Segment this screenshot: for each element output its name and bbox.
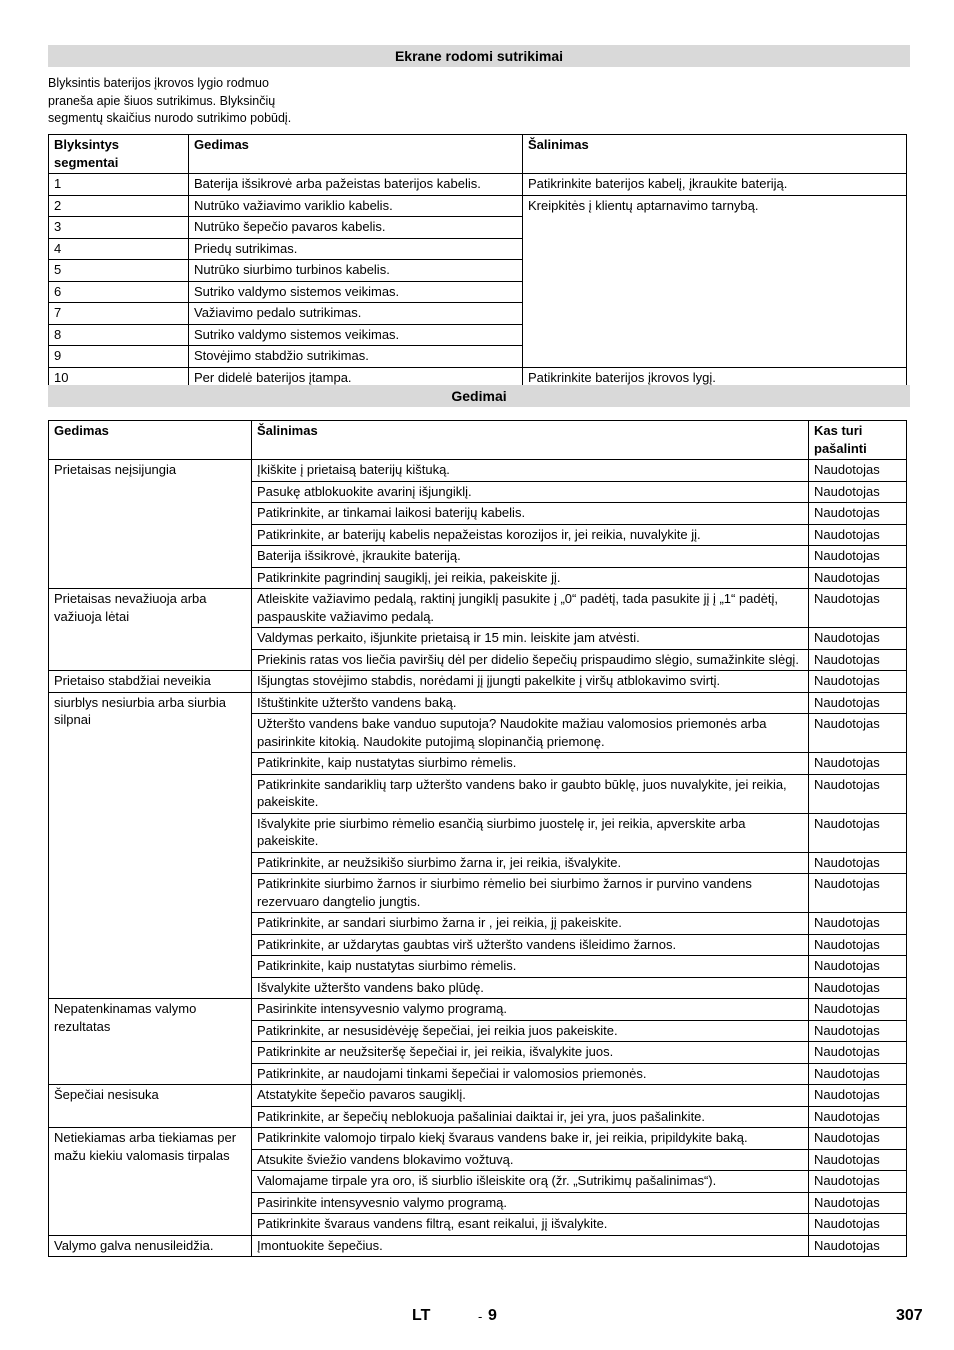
responsible-cell: Naudotojas (809, 1235, 907, 1257)
responsible-cell: Naudotojas (809, 1063, 907, 1085)
footer-dash: - (478, 1309, 483, 1324)
responsible-cell: Naudotojas (809, 977, 907, 999)
table-row (49, 1128, 907, 1150)
fault-cell: Prietaisas nevažiuoja arba važiuoja lėtai (49, 589, 252, 671)
remedy-cell: Patikrinkite baterijos įkrovos lygį. (523, 367, 907, 389)
table-row (49, 999, 907, 1021)
remedy-cell: Įmontuokite šepečius. (252, 1235, 809, 1257)
remedy-cell: Pasirinkite intensyvesnio valymo programą. (252, 999, 809, 1021)
responsible-cell: Naudotojas (809, 874, 907, 913)
remedy-cell: Atstatykite šepečio pavaros saugiklį. (252, 1085, 809, 1107)
footer-section-page: 9 (488, 1307, 497, 1324)
remedy-cell: Įkiškite į prietaisą baterijų kištuką. (252, 460, 809, 482)
fault-cell: Valymo galva nenusileidžia. (49, 1235, 252, 1257)
segment-count: 4 (49, 238, 189, 260)
remedy-cell: Patikrinkite pagrindinį saugiklį, jei reikia, pakeiskite jį. (252, 567, 809, 589)
responsible-cell: Naudotojas (809, 1171, 907, 1193)
remedy-cell: Patikrinkite, ar šepečių neblokuoja pašaliniai daiktai ir, jei yra, juos pašalinkite. (252, 1106, 809, 1128)
fault-cell: Sutriko valdymo sistemos veikimas. (189, 324, 523, 346)
remedy-cell: Išvalykite prie siurbimo rėmelio esančią siurbimo juostelę ir, jei reikia, apverskite arba pakeiskite. (252, 813, 809, 852)
remedy-cell: Pasukę atblokuokite avarinį išjungiklį. (252, 481, 809, 503)
remedy-cell: Patikrinkite valomojo tirpalo kiekį švaraus vandens bake ir, jei reikia, pripildykite baką. (252, 1128, 809, 1150)
responsible-cell: Naudotojas (809, 503, 907, 525)
segment-count: 9 (49, 346, 189, 368)
responsible-cell: Naudotojas (809, 1020, 907, 1042)
fault-cell: Nutrūko važiavimo variklio kabelis. (189, 195, 523, 217)
remedy-cell: Patikrinkite švaraus vandens filtrą, esant reikalui, jį išvalykite. (252, 1214, 809, 1236)
remedy-cell: Valomajame tirpale yra oro, iš siurblio išleiskite orą (žr. „Sutrikimų pašalinimas“). (252, 1171, 809, 1193)
remedy-cell: Atsukite šviežio vandens blokavimo vožtuvą. (252, 1149, 809, 1171)
fault-cell: Nutrūko siurbimo turbinos kabelis. (189, 260, 523, 282)
responsible-cell: Naudotojas (809, 714, 907, 753)
footer-language: LT (412, 1307, 431, 1324)
remedy-cell: Patikrinkite, kaip nustatytas siurbimo rėmelis. (252, 956, 809, 978)
responsible-cell: Naudotojas (809, 692, 907, 714)
fault-cell: Baterija išsikrovė arba pažeistas baterijos kabelis. (189, 174, 523, 196)
responsible-cell: Naudotojas (809, 956, 907, 978)
responsible-cell: Naudotojas (809, 852, 907, 874)
remedy-cell: Patikrinkite, ar sandari siurbimo žarna ir , jei reikia, jį pakeiskite. (252, 913, 809, 935)
fault-cell: Per didelė baterijos įtampa. (189, 367, 523, 389)
responsible-cell: Naudotojas (809, 567, 907, 589)
responsible-cell: Naudotojas (809, 1214, 907, 1236)
section-title-screen-faults: Ekrane rodomi sutrikimai (48, 45, 910, 67)
remedy-cell: Patikrinkite, ar tinkamai laikosi baterijų kabelis. (252, 503, 809, 525)
responsible-cell: Naudotojas (809, 1085, 907, 1107)
remedy-cell: Patikrinkite ar neužsiteršę šepečiai ir, jei reikia, išvalykite juos. (252, 1042, 809, 1064)
segment-count: 2 (49, 195, 189, 217)
segment-count: 3 (49, 217, 189, 239)
responsible-cell: Naudotojas (809, 649, 907, 671)
table-row (49, 174, 907, 196)
table-row (49, 1235, 907, 1257)
fault-cell: Šepečiai nesisuka (49, 1085, 252, 1128)
fault-cell: Netiekiamas arba tiekiamas per mažu kiekiu valomasis tirpalas (49, 1128, 252, 1236)
responsible-cell: Naudotojas (809, 753, 907, 775)
table-row (49, 671, 907, 693)
header-remedy: Šalinimas (523, 135, 907, 174)
fault-cell: Stovėjimo stabdžio sutrikimas. (189, 346, 523, 368)
table-row (49, 195, 907, 217)
remedy-cell: Išjungtas stovėjimo stabdis, norėdami jį įjungti pakelkite į viršų atblokavimo svirtį. (252, 671, 809, 693)
table-header-row (49, 421, 907, 460)
fault-cell: Važiavimo pedalo sutrikimas. (189, 303, 523, 325)
remedy-cell: Priekinis ratas vos liečia paviršių dėl per didelio šepečių prispaudimo slėgio, sumažinkite slėgį. (252, 649, 809, 671)
responsible-cell: Naudotojas (809, 546, 907, 568)
table-header-row (49, 135, 907, 174)
intro-line: Blyksintis baterijos įkrovos lygio rodmuo (48, 76, 269, 90)
responsible-cell: Naudotojas (809, 1149, 907, 1171)
remedy-cell: Patikrinkite, ar baterijų kabelis nepažeistas korozijos ir, jei reikia, nuvalykite jį. (252, 524, 809, 546)
header-segments: Blyksintys segmentai (49, 135, 189, 174)
remedy-cell: Kreipkitės į klientų aptarnavimo tarnybą. (523, 195, 907, 367)
responsible-cell: Naudotojas (809, 1106, 907, 1128)
remedy-cell: Ištuštinkite užteršto vandens baką. (252, 692, 809, 714)
remedy-cell: Patikrinkite baterijos kabelį, įkraukite bateriją. (523, 174, 907, 196)
header-who: Kas turi pašalinti (809, 421, 907, 460)
responsible-cell: Naudotojas (809, 999, 907, 1021)
segment-count: 8 (49, 324, 189, 346)
fault-cell: Priedų sutrikimas. (189, 238, 523, 260)
remedy-cell: Užteršto vandens bake vanduo suputoja? Naudokite mažiau valomosios priemonės arba pasirinkite kitokią. Naudokite putojimą slopinančią priemonę. (252, 714, 809, 753)
responsible-cell: Naudotojas (809, 524, 907, 546)
segment-count: 6 (49, 281, 189, 303)
responsible-cell: Naudotojas (809, 481, 907, 503)
intro-line: praneša apie šiuos sutrikimus. Blyksinčių (48, 93, 276, 108)
responsible-cell: Naudotojas (809, 671, 907, 693)
page-number: 307 (896, 1307, 923, 1324)
fault-cell: Nepatenkinamas valymo rezultatas (49, 999, 252, 1085)
header-fault: Gedimas (189, 135, 523, 174)
remedy-cell: Išvalykite užteršto vandens bako plūdę. (252, 977, 809, 999)
header-fault: Gedimas (49, 421, 252, 460)
faults-table (48, 420, 907, 1257)
responsible-cell: Naudotojas (809, 934, 907, 956)
remedy-cell: Patikrinkite, ar neužsikišo siurbimo žarna ir, jei reikia, išvalykite. (252, 852, 809, 874)
table-row (49, 460, 907, 482)
table-row (49, 589, 907, 628)
responsible-cell: Naudotojas (809, 628, 907, 650)
fault-cell: Nutrūko šepečio pavaros kabelis. (189, 217, 523, 239)
segment-count: 5 (49, 260, 189, 282)
segment-count: 1 (49, 174, 189, 196)
remedy-cell: Patikrinkite, kaip nustatytas siurbimo rėmelis. (252, 753, 809, 775)
intro-line: segmentų skaičius nurodo sutrikimo pobūdį. (48, 111, 292, 125)
remedy-cell: Atleiskite važiavimo pedalą, raktinį jungiklį pasukite į „0“ padėtį, tada pasukite jį į „1“ padėtį, paspauskite važiavimo pedalą. (252, 589, 809, 628)
fault-cell: Prietaiso stabdžiai neveikia (49, 671, 252, 693)
fault-cell: Sutriko valdymo sistemos veikimas. (189, 281, 523, 303)
responsible-cell: Naudotojas (809, 774, 907, 813)
responsible-cell: Naudotojas (809, 813, 907, 852)
segment-count: 10 (49, 367, 189, 389)
header-remedy: Šalinimas (252, 421, 809, 460)
segment-count: 7 (49, 303, 189, 325)
remedy-cell: Pasirinkite intensyvesnio valymo programą. (252, 1192, 809, 1214)
screen-faults-table (48, 134, 907, 389)
responsible-cell: Naudotojas (809, 589, 907, 628)
remedy-cell: Patikrinkite, ar nesusidėvėję šepečiai, jei reikia juos pakeiskite. (252, 1020, 809, 1042)
table-row (49, 1085, 907, 1107)
remedy-cell: Patikrinkite siurbimo žarnos ir siurbimo rėmelio bei siurbimo žarnos ir purvino vandens rezervuaro dangtelio jungtis. (252, 874, 809, 913)
remedy-cell: Valdymas perkaito, išjunkite prietaisą ir 15 min. leiskite jam atvėsti. (252, 628, 809, 650)
responsible-cell: Naudotojas (809, 913, 907, 935)
remedy-cell: Patikrinkite, ar uždarytas gaubtas virš užteršto vandens išleidimo žarnos. (252, 934, 809, 956)
table-row (49, 692, 907, 714)
fault-cell: siurblys nesiurbia arba siurbia silpnai (49, 692, 252, 999)
responsible-cell: Naudotojas (809, 1128, 907, 1150)
remedy-cell: Patikrinkite, ar naudojami tinkami šepečiai ir valomosios priemonės. (252, 1063, 809, 1085)
remedy-cell: Baterija išsikrovė, įkraukite bateriją. (252, 546, 809, 568)
responsible-cell: Naudotojas (809, 1192, 907, 1214)
responsible-cell: Naudotojas (809, 460, 907, 482)
responsible-cell: Naudotojas (809, 1042, 907, 1064)
fault-cell: Prietaisas neįsijungia (49, 460, 252, 589)
remedy-cell: Patikrinkite sandariklių tarp užteršto vandens bako ir gaubto būklę, juos nuvalykite, jei reikia, pakeiskite. (252, 774, 809, 813)
section-title-faults: Gedimai (48, 385, 910, 407)
intro-text (48, 75, 348, 128)
